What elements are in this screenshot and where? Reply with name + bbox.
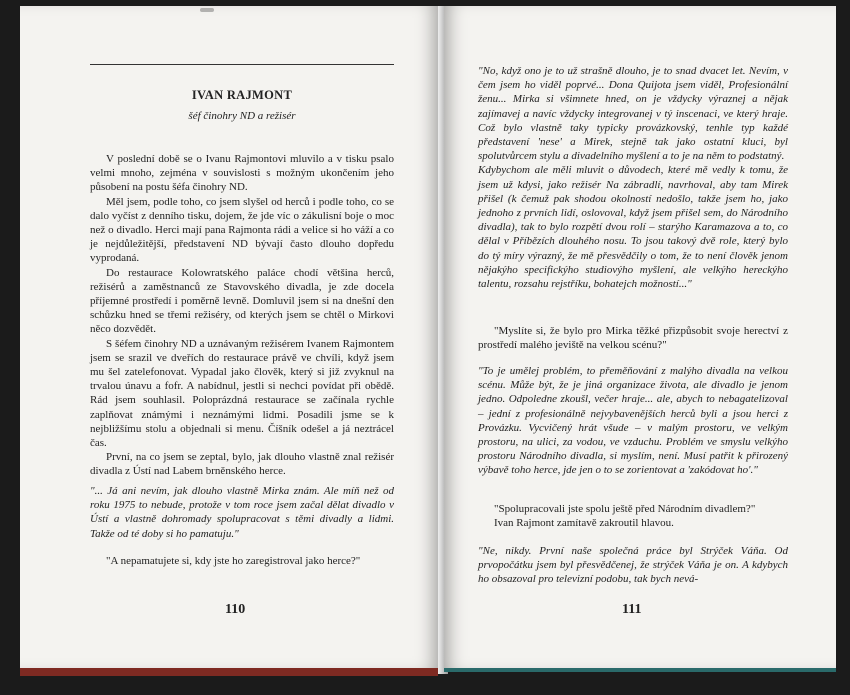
quote-block: "To je umělej problém, to přeměňování z malýho divadla na velkou scénu. Může být, že je jiná organizace života, ale divadlo je jenom jedno. Odpoledne zkoušl, večer hraje... ale, abych to nebagatelizoval – jední z profesionálně nejvybavenějších herců byli a jsou herci z Provázku. Vycvičený hrát všude – v malým prostoru, ve velkým prostoru, na ulici, za vodou, ve vzduchu. Problém ve smyslu velkýho prostoru Národního divadla, si myslím, není. Musí patřit k přirozený výbavě toho herce, jde jen o to se zorientovat a 'zakódovat ho'." [478,365,788,477]
paragraph: Měl jsem, podle toho, co jsem slyšel od herců i podle toho, co se dalo vyčíst z denního tisku, dojem, že jde víc o zákulisní boje o moc než o divadlo. Herci mají pana Rajmonta rádi a velice si ho váží a co je nejdůležitější, představení ND bývají často dlouho dopředu vyprodaná. [90,195,394,265]
page-number: 110 [225,602,246,617]
quote-block: "Ne, nikdy. První naše společná práce byl Strýček Váňa. Od prvopočátku jsem byl přesvědčenej, že strýček Váňa je on. A kdybych ho obsazoval pro televizní podobu, tak bych nevá- [478,545,788,586]
paragraph: S šéfem činohry ND a uznávaným režisérem Ivanem Rajmontem jsem se srazil ve dveřích do restaurace právě ve chvíli, když jsem mu šel zatelefonovat. Vypadal jako člověk, který si již zvyknul na trvalou únavu a fofr. A nabídnul, jestli si nechci povídat při obědě. Rád jsem souhlasil. Poloprázdná restaurace se začínala rychle zaplňovat známými i neznámými lidmi. Posadili jsme se k nejbližšímu stolu a objednali si menu. Číšník odešel a já neztrácel čas. [90,337,394,450]
paragraph: V poslední době se o Ivanu Rajmontovi mluvilo a v tisku psalo velmi mnoho, zejména v souvislosti s možným ukončením jeho působení na postu šéfa činohry ND. [90,153,394,194]
quote-paragraph: "No, když ono je to už strašně dlouho, je to snad dvacet let. Nevím, v čem jsem ho viděl poprvé... Dona Quijota jsem viděl, Profesionální ženu... Mirka si všimnete hned, on je vždycky výraznej a nějak zajímavej a navíc vždycky integrovanej v tý inscenaci, ve který hraje. Což bylo vlastně taky typicky provázkovský, tenhle typ každé představení 'nese' a Mirek, stejně tak jako ostatní kluci, byl spolutvůrcem stylu a divadelního myšlení a to je na něm to podstatný. [478,65,788,163]
question-block [478,502,788,530]
question-line: "Myslíte si, že bylo pro Mirka těžké přizpůsobit svoje herectví z prostředí malého jeviště na velkou scénu?" [478,325,788,352]
paragraph: První, na co jsem se zeptal, bylo, jak dlouho vlastně znal režisér divadla z Ústí nad Labem brněnského herce. [90,451,394,478]
quote-block [478,64,788,291]
paragraph: Do restaurace Kolowratského paláce chodí většina herců, režisérů a zaměstnanců ze Stavovského divadla, je zde docela příjemné prostředí i poměrně levně. Domluvil jsem si na dnešní den schůzku hned se třemi režiséry, od kterých jsem se chtěl o Mirkovi něco dozvědět. [90,266,394,336]
print-smudge [200,8,214,12]
header-rule [90,64,394,65]
right-page [444,6,836,672]
page-number: 111 [622,602,642,617]
quote-paragraph: Kdybychom ale měli mluvit o důvodech, které mě vedly k tomu, že jsem už kdysi, jako režisér Na zábradlí, navrhoval, aby tam Mirek přišel (k čemuž pak shodou okolností nedošlo, takže jsem ho, jako jednoho z prvních lidí, oslovoval, když jsem přišel sem, do Národního divadla), tak to bylo rozpětí dvou rolí – starýho Karamazova a to, co dělal v Příbězích dlouhého nosu. To jsou takový dvě role, který bylo do tý míry výrazný, že mě přesvědčily o tom, že to není člověk jenom nějakýho specifickýho studiovýho myšlení, ale velkýho hereckýho talentu, rozsahu rejstříku, bohatejch možností..." [478,164,788,291]
question-line: "Spolupracovali jste spolu ještě před Národním divadlem?" [494,503,756,515]
question-line: "A nepamatujete si, kdy jste ho zaregistroval jako herce?" [106,555,361,567]
narration-line: Ivan Rajmont zamítavě zakroutil hlavou. [494,517,674,530]
quote-block: "... Já ani nevím, jak dlouho vlastně Mirka znám. Ale míň než od roku 1975 to nebude, protože v tom roce jsem začal dělat divadlo v Ústí a vlastně dohromady spolupracovat s těmi divadly a lidmi. Takže od té doby si ho pamatuju." [90,485,394,540]
chapter-subheading: šéf činohry ND a režisér [188,110,296,122]
chapter-heading: IVAN RAJMONT [191,88,293,102]
left-body [90,152,394,479]
left-page [20,6,438,676]
